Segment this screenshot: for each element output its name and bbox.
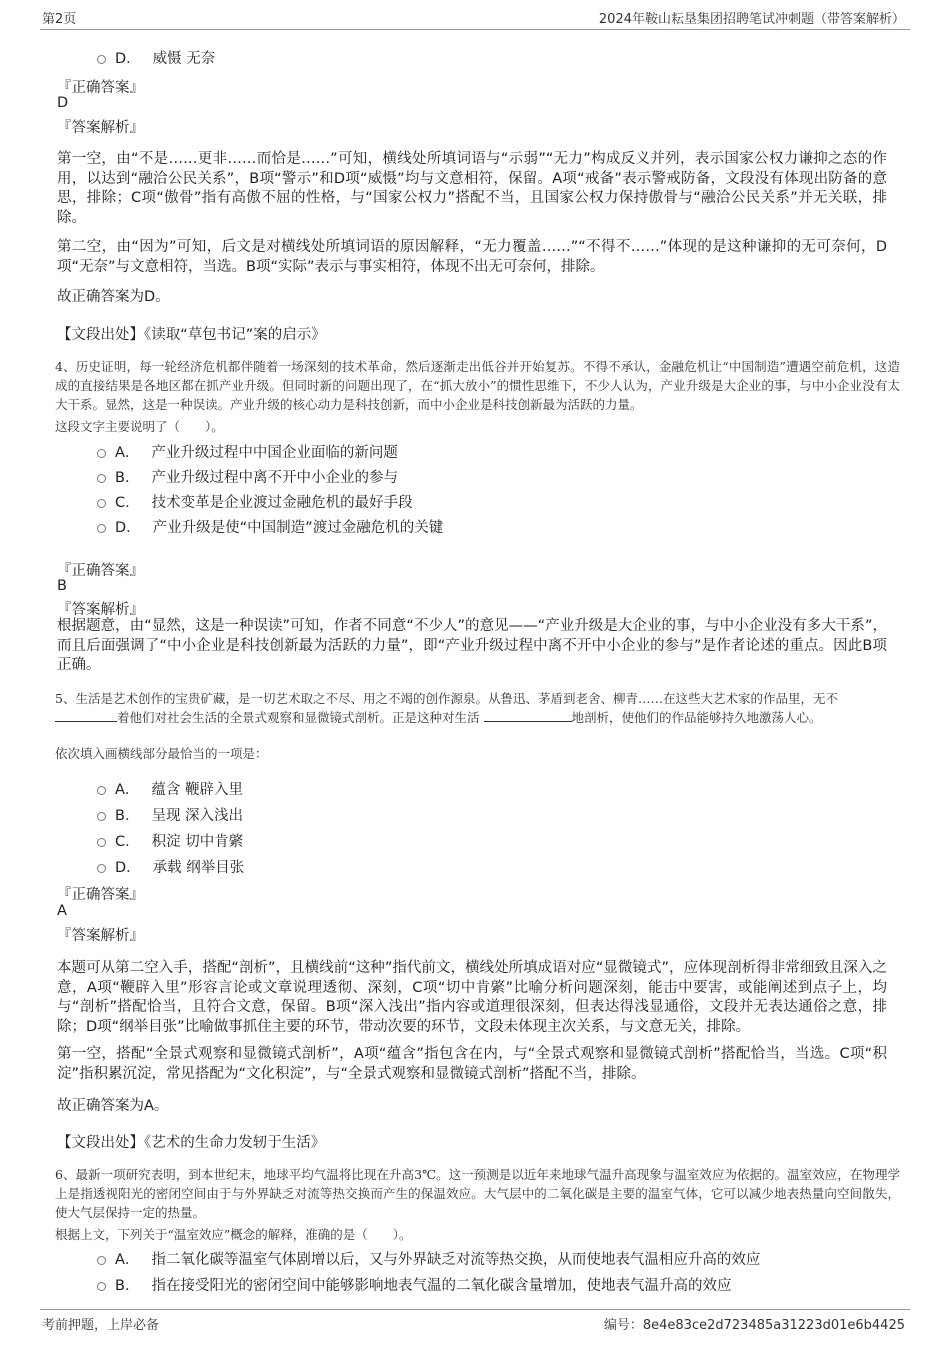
q5-option-a[interactable] (97, 778, 243, 799)
option-letter: C． (115, 834, 140, 850)
option-text: 承载 纲举目张 (152, 860, 245, 876)
option-text: 产业升级是使“中国制造”渡过金融危机的关键 (152, 520, 444, 536)
q5-analysis-paragraph: 本题可从第二空入手，搭配“剖析”，且横线前“这种”指代前文，横线处所填成语对应“显微镜式”，应体现剖析得非常细致且深入之意，A项“鞭辟入里”形容言论或文章说理透彻、深刻，C项“切中肯綮”比喻分析问题深刻，能击中要害，或能阐述到点子上，均与“剖析”搭配恰当，且符合文意，保留。B项“深入浅出”指内容或道理很深刻，但表达得浅显通俗，文段并无表达通俗之意，排除；D项“纲举目张”比喻做事抓住主要的环节，带动次要的环节，文段未体现主次关系，与文意无关，排除。 (57, 960, 887, 1035)
radio-button-icon[interactable] (97, 1282, 106, 1291)
radio-button-icon[interactable] (97, 55, 106, 64)
q4-option-c[interactable] (97, 491, 413, 512)
option-text: 产业升级过程中离不开中小企业的参与 (151, 470, 398, 486)
radio-button-icon[interactable] (97, 524, 106, 533)
q4-analysis: 根据题意，由“显然，这是一种误读”可知，作者不同意“不少人”的意见——“产业升级是大企业的事，与中小企业没有多大干系”，而且后面强调了“中小企业是科技创新最为活跃的力量”，即“产业升级过程中离不开中小企业的参与”是作者论述的重点。因此B项正确。 (57, 618, 887, 673)
option-letter: D． (115, 520, 141, 536)
q3-analysis-paragraph: 第一空，由“不是……更非……而恰是……”可知，横线处所填词语与“示弱”“无力”构成反义并列，表示国家公权力谦抑之态的作用，以达到“融洽公民关系”，B项“警示”和D项“威慑”均与文意相符，保留。A项“戒备”表示警戒防备，文段没有体现出防备的意思，排除；C项“傲骨”指有高傲不屈的性格，与“国家公权力”搭配不当，且国家公权力保持傲骨与“融洽公民关系”并无关联，排除。 (57, 151, 887, 226)
header-divider (40, 29, 910, 30)
option-text: 蕴含 鞭辟入里 (151, 782, 244, 798)
footer-slogan: 考前押题，上岸必备 (42, 1318, 160, 1333)
radio-button-icon[interactable] (97, 864, 106, 873)
q3-analysis-label: 『答案解析』 (57, 120, 144, 136)
q4-answer: B (57, 578, 67, 594)
q5-stem-text: 5、生活是艺术创作的宝贵矿藏，是一切艺术取之不尽、用之不竭的创作源泉。从鲁迅、茅盾到老舍、柳青……在这些大艺术家的作品里，无不 (55, 691, 838, 706)
radio-button-icon[interactable] (97, 786, 106, 795)
q3-conclusion: 故正确答案为D。 (57, 289, 170, 305)
fill-blank-1[interactable] (55, 709, 117, 722)
page-number: 第2页 (42, 12, 77, 27)
option-text: 呈现 深入浅出 (151, 808, 244, 824)
q5-question: 依次填入画横线部分最恰当的一项是： (55, 746, 268, 761)
q5-conclusion: 故正确答案为A。 (57, 1098, 169, 1114)
q5-analysis-paragraph: 第一空，搭配“全景式观察和显微镜式剖析”，A项“蕴含”指包含在内，与“全景式观察和显微镜式剖析”搭配恰当，当选。C项“积淀”指积累沉淀，常见搭配为“文化积淀”，与“全景式观察和显微镜式剖析”搭配不当，排除。 (57, 1046, 887, 1082)
q4-question: 这段文字主要说明了（ ）。 (55, 419, 224, 434)
q6-option-b[interactable] (97, 1274, 731, 1295)
option-letter: B． (115, 470, 140, 486)
option-letter: A． (115, 782, 140, 798)
q3-answer-label: 『正确答案』 (57, 80, 144, 96)
radio-button-icon[interactable] (97, 1256, 106, 1265)
option-letter: A． (115, 445, 140, 461)
q3-option-d[interactable] (97, 47, 215, 68)
option-text: 技术变革是企业渡过金融危机的最好手段 (151, 495, 413, 511)
document-title: 2024年鞍山耘垦集团招聘笔试冲刺题（带答案解析） (598, 12, 905, 27)
q5-answer-label: 『正确答案』 (57, 887, 144, 903)
option-letter: C． (115, 495, 140, 511)
q5-analysis-label: 『答案解析』 (57, 928, 144, 944)
option-letter: A． (115, 1252, 140, 1268)
q5-stem-text: 地剖析，使他们的作品能够持久地激荡人心。 (571, 710, 822, 725)
radio-button-icon[interactable] (97, 812, 106, 821)
option-letter: B． (115, 808, 140, 824)
option-text: 指二氧化碳等温室气体剧增以后，又与外界缺乏对流等热交换，从而使地表气温相应升高的效应 (151, 1252, 761, 1268)
q5-source: 【文段出处】《艺术的生命力发轫于生活》 (57, 1135, 326, 1151)
radio-button-icon[interactable] (97, 499, 106, 508)
document-id: 编号：8e4e83ce2d723485a31223d01e6b4425 (603, 1318, 905, 1333)
q5-stem-text: 着他们对社会生活的全景式观察和显微镜式剖析。正是这种对生活 (117, 710, 480, 725)
option-letter: B． (115, 1278, 140, 1294)
q5-option-b[interactable] (97, 804, 243, 825)
q3-analysis-paragraph: 第二空，由“因为”可知，后文是对横线处所填词语的原因解释，“无力覆盖……”“不得不……”体现的是这种谦抑的无可奈何，D项“无奈”与文意相符，当选。B项“实际”表示与事实相符，体现不出无可奈何，排除。 (57, 239, 887, 275)
q6-question: 根据上文，下列关于“温室效应”概念的解释，准确的是（ ）。 (55, 1227, 412, 1242)
q3-answer: D (57, 95, 69, 111)
footer-divider (40, 1309, 910, 1310)
option-text: 指在接受阳光的密闭空间中能够影响地表气温的二氧化碳含量增加，使地表气温升高的效应 (151, 1278, 732, 1294)
q5-option-d[interactable] (97, 856, 244, 877)
fill-blank-2[interactable] (484, 709, 572, 722)
q4-analysis-label: 『答案解析』 (57, 602, 144, 618)
q6-stem: 6、最新一项研究表明，到本世纪末，地球平均气温将比现在升高3℃。这一预测是以近年来地球气温升高现象与温室效应为依据的。温室效应，在物理学上是指透视阳光的密闭空间由于与外界缺乏对流等热交换而产生的保温效应。大气层中的二氧化碳是主要的温室气体，它可以减少地表热量向空间散失，使大气层保持一定的热量。 (55, 1167, 900, 1220)
q4-stem: 4、历史证明，每一轮经济危机都伴随着一场深刻的技术革命，然后逐渐走出低谷并开始复苏。不得不承认，金融危机让“中国制造”遭遇空前危机，这造成的直接结果是各地区都在抓产业升级。但同时新的问题出现了，在“抓大放小”的惯性思维下，不少人认为，产业升级是大企业的事，与中小企业没有太大干系。显然，这是一种误读。产业升级的核心动力是科技创新，而中小企业是科技创新最为活跃的力量。 (55, 359, 900, 412)
option-text: 积淀 切中肯綮 (151, 834, 244, 850)
q4-option-d[interactable] (97, 516, 443, 537)
option-letter: D． (115, 51, 141, 67)
option-text: 产业升级过程中中国企业面临的新问题 (151, 445, 398, 461)
option-text: 威慑 无奈 (152, 51, 216, 67)
radio-button-icon[interactable] (97, 474, 106, 483)
q5-option-c[interactable] (97, 830, 243, 851)
q3-source: 【文段出处】《读取“草包书记”案的启示》 (57, 327, 326, 343)
option-letter: D． (115, 860, 141, 876)
radio-button-icon[interactable] (97, 838, 106, 847)
q4-option-a[interactable] (97, 441, 398, 462)
q6-option-a[interactable] (97, 1248, 760, 1269)
q5-answer: A (57, 903, 67, 919)
radio-button-icon[interactable] (97, 449, 106, 458)
q4-answer-label: 『正确答案』 (57, 563, 144, 579)
q5-stem (55, 689, 900, 727)
q4-option-b[interactable] (97, 466, 398, 487)
